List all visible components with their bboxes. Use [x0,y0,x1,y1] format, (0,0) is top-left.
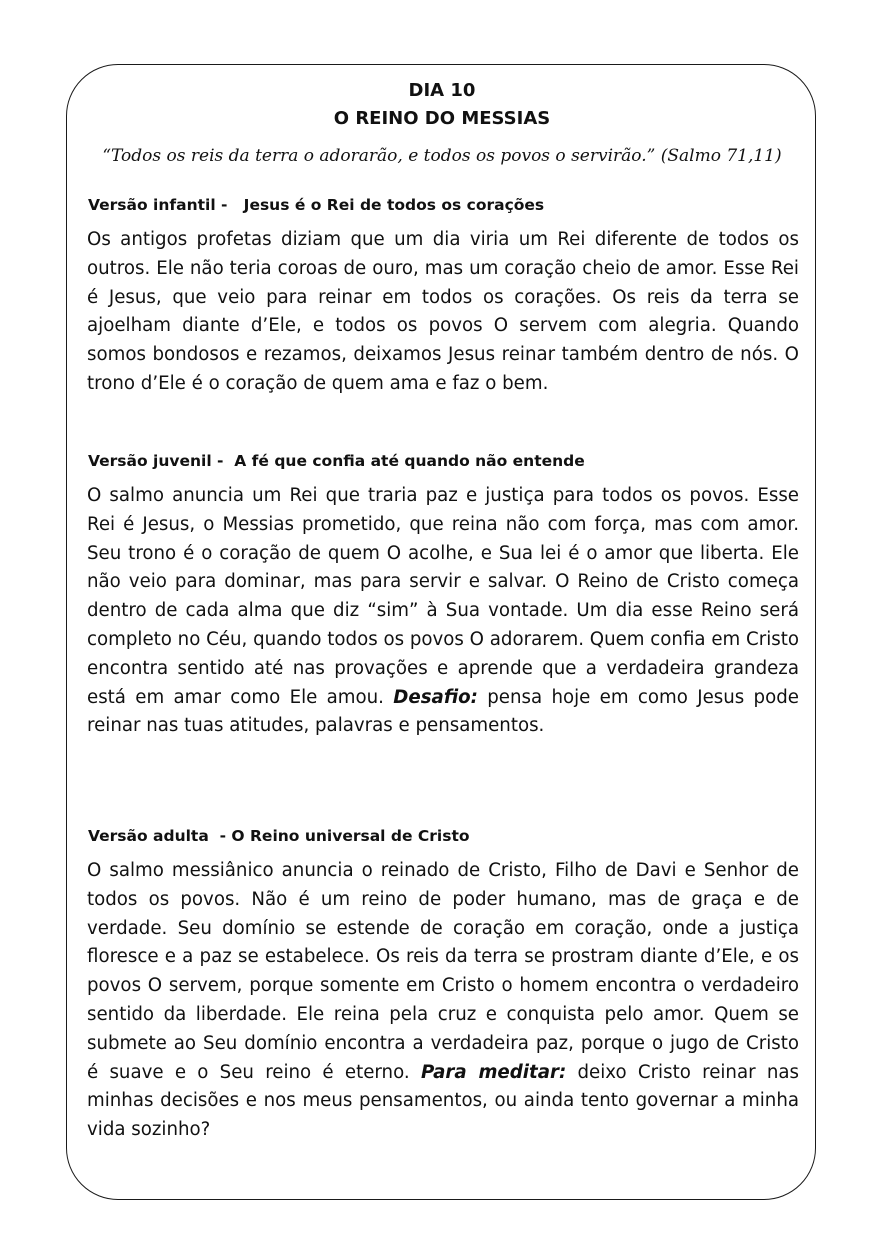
meditation-label: Para meditar: [420,1061,567,1083]
day-title: DIA 10 [408,80,476,101]
section-text-adulta [87,857,799,1145]
section-text-infantil [87,226,799,399]
section-text-juvenil [87,482,799,741]
section-heading-adulta: Versão adulta - O Reino universal de Cristo [88,827,470,845]
paragraph-text: O salmo messiânico anuncia o reinado de Cristo, Filho de Davi e Senhor de todos os povos. Não é um reino de poder humano, mas de graça e de verdade. Seu domínio se estende de coração em coração, onde a justiça floresce e a paz se estabelece. Os reis da terra se prostram diante d’Ele, e os povos O servem, porque somente em Cristo o homem encontra o verdadeiro sentido da liberdade. Ele reina pela cruz e conquista pelo amor. Quem se submete ao Seu domínio encontra a verdadeira paz, porque o jugo de Cristo é suave e o Seu reino é eterno. [87,860,799,1083]
section-heading-infantil: Versão infantil - Jesus é o Rei de todos os corações [88,196,545,214]
section-heading-juvenil: Versão juvenil - A fé que confia até quando não entende [88,452,585,470]
theme-title: O REINO DO MESSIAS [333,108,551,129]
challenge-label: Desafio: [393,686,478,708]
paragraph-text: O salmo anuncia um Rei que traria paz e justiça para todos os povos. Esse Rei é Jesus, o Messias prometido, que reina não com força, mas com amor. Seu trono é o coração de quem O acolhe, e Sua lei é o amor que liberta. Ele não veio para dominar, mas para servir e salvar. O Reino de Cristo começa dentro de cada alma que diz “sim” à Sua vontade. Um dia esse Reino será completo no Céu, quando todos os povos O adorarem. Quem confia em Cristo encontra sentido até nas provações e aprende que a verdadeira grandeza está em amar como Ele amou. [87,485,799,708]
psalm-quote: “Todos os reis da terra o adorarão, e todos os povos o servirão.” (Salmo 71,11) [102,146,782,166]
meditation-text: deixo Cristo reinar nas minhas decisões e nos meus pensamentos, ou ainda tento governar a minha vida sozinho? [87,1061,799,1141]
paragraph-text: Os antigos profetas diziam que um dia viria um Rei diferente de todos os outros. Ele não teria coroas de ouro, mas um coração cheio de amor. Esse Rei é Jesus, que veio para reinar em todos os corações. Os reis da terra se ajoelham diante d’Ele, e todos os povos O servem com alegria. Quando somos bondosos e rezamos, deixamos Jesus reinar também dentro de nós. O trono d’Ele é o coração de quem ama e faz o bem. [87,229,799,394]
challenge-text: pensa hoje em como Jesus pode reinar nas tuas atitudes, palavras e pensamentos. [87,686,799,737]
